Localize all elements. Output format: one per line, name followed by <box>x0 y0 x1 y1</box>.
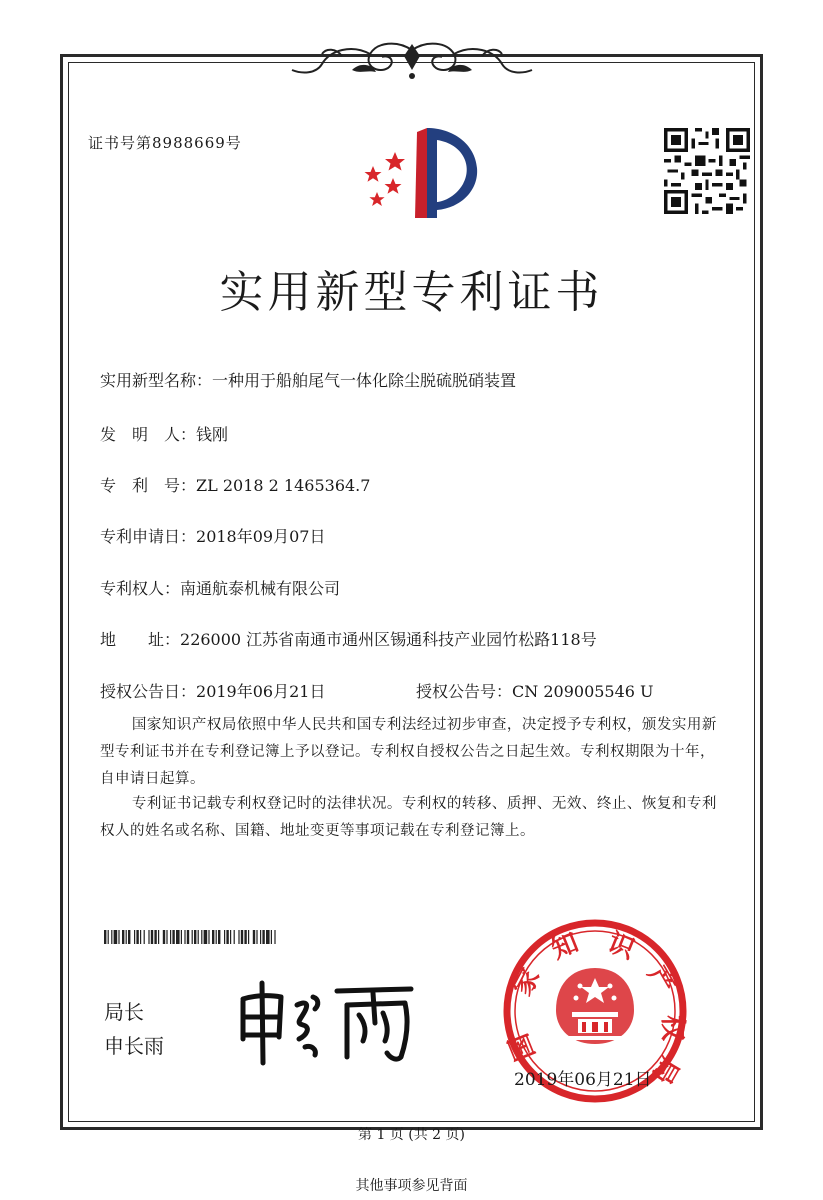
barcode-bar <box>118 930 119 944</box>
barcode-bar <box>170 930 171 944</box>
svg-text:识: 识 <box>603 927 639 966</box>
barcode-bar <box>158 930 159 944</box>
field-value: 钱刚 <box>196 425 229 444</box>
barcode-bar <box>154 930 156 944</box>
barcode-bar <box>151 930 153 944</box>
barcode-bar <box>266 930 270 944</box>
barcode-bar <box>204 930 208 944</box>
field-grant-number <box>416 679 654 702</box>
barcode-bar <box>212 930 214 944</box>
svg-text:家: 家 <box>507 963 547 1001</box>
barcode-bar <box>274 930 275 944</box>
certificate-title: 实用新型专利证书 <box>219 267 604 318</box>
barcode-bar <box>184 930 185 944</box>
field-label: 授权公告号： <box>416 682 513 701</box>
seal-date: 2019年06月21日 <box>514 1070 652 1090</box>
barcode-bar <box>260 930 261 944</box>
field-patent-number <box>100 473 370 496</box>
barcode-bar <box>241 930 243 944</box>
barcode-bar <box>192 930 193 944</box>
page-number: 第 1 页 (共 2 页) <box>358 1127 465 1143</box>
certificate-number: 证书号第8988669号 <box>88 134 242 152</box>
barcode-bar <box>163 930 165 944</box>
field-value: ZL 2018 2 1465364.7 <box>196 476 371 495</box>
barcode-bar <box>104 930 106 944</box>
barcode-bar <box>172 930 174 944</box>
qr-code <box>664 128 750 214</box>
field-label: 地 址： <box>100 630 181 649</box>
field-value: 一种用于船舶尾气一体化除尘脱硫脱硝装置 <box>212 371 517 390</box>
barcode-bar <box>181 930 182 944</box>
barcode-bar <box>194 930 196 944</box>
barcode-bar <box>201 930 202 944</box>
field-grant-date <box>100 679 325 702</box>
barcode-bar <box>256 930 257 944</box>
handwritten-signature <box>235 975 425 1067</box>
field-value: 2018年09月07日 <box>196 527 326 546</box>
body-paragraph-grant: 国家知识产权局依照中华人民共和国专利法经过初步审查，决定授予专利权，颁发实用新型专利证书并在专利登记簿上予以登记。专利权自授权公告之日起生效。专利权期限为十年，自申请日起算。 <box>100 717 717 787</box>
svg-text:权: 权 <box>657 1014 687 1042</box>
barcode-bar <box>244 930 246 944</box>
field-patentee <box>100 576 340 599</box>
barcode-bar <box>166 930 167 944</box>
body-paragraph-legal-status: 专利证书记载专利权登记时的法律状况。专利权的转移、质押、无效、终止、恢复和专利权人的姓名或名称、国籍、地址变更等事项记载在专利登记簿上。 <box>100 796 717 839</box>
field-label: 专利申请日： <box>100 527 197 546</box>
field-filing-date <box>100 524 325 547</box>
barcode-bar <box>271 930 272 944</box>
field-value: 南通航泰机械有限公司 <box>180 579 341 598</box>
barcode-bar <box>134 930 135 944</box>
footer-note: 其他事项参见背面 <box>355 1178 468 1194</box>
field-utility-model-name <box>100 368 516 391</box>
barcode-bar <box>126 930 127 944</box>
director-title: 局长 <box>104 1000 144 1024</box>
barcode-bar <box>230 930 231 944</box>
field-label: 专利权人： <box>100 579 181 598</box>
svg-text:国: 国 <box>503 1029 542 1065</box>
svg-text:产: 产 <box>641 961 681 999</box>
barcode-bar <box>176 930 180 944</box>
barcode-bar <box>262 930 264 944</box>
barcode-bar <box>198 930 199 944</box>
field-label: 专 利 号： <box>100 476 197 495</box>
barcode-bar <box>144 930 145 944</box>
barcode <box>104 930 278 944</box>
barcode-bar <box>148 930 149 944</box>
barcode-bar <box>187 930 189 944</box>
barcode-bar <box>128 930 130 944</box>
field-value: 2019年06月21日 <box>196 682 326 701</box>
barcode-bar <box>224 930 225 944</box>
barcode-bar <box>218 930 220 944</box>
barcode-bar <box>136 930 138 944</box>
field-address <box>100 627 597 650</box>
barcode-bar <box>216 930 217 944</box>
svg-text:知: 知 <box>547 927 583 966</box>
svg-text:局: 局 <box>645 1051 685 1089</box>
barcode-bar <box>208 930 209 944</box>
barcode-bar <box>114 930 118 944</box>
barcode-bar <box>253 930 255 944</box>
barcode-bar <box>234 930 235 944</box>
top-ornament <box>282 40 542 84</box>
patent-office-logo <box>355 122 485 222</box>
field-label: 实用新型名称： <box>100 371 213 390</box>
director-name: 申长雨 <box>104 1034 164 1058</box>
field-value: CN 209005546 U <box>512 682 654 701</box>
barcode-bar <box>226 930 228 944</box>
barcode-bar <box>111 930 112 944</box>
field-value: 226000 江苏省南通市通州区锡通科技产业园竹松路118号 <box>180 630 597 649</box>
field-label: 发 明 人： <box>100 425 197 444</box>
barcode-bar <box>238 930 239 944</box>
barcode-bar <box>140 930 141 944</box>
barcode-bar <box>248 930 249 944</box>
field-label: 授权公告日： <box>100 682 197 701</box>
barcode-bar <box>122 930 124 944</box>
field-inventor <box>100 422 228 445</box>
barcode-bar <box>108 930 109 944</box>
